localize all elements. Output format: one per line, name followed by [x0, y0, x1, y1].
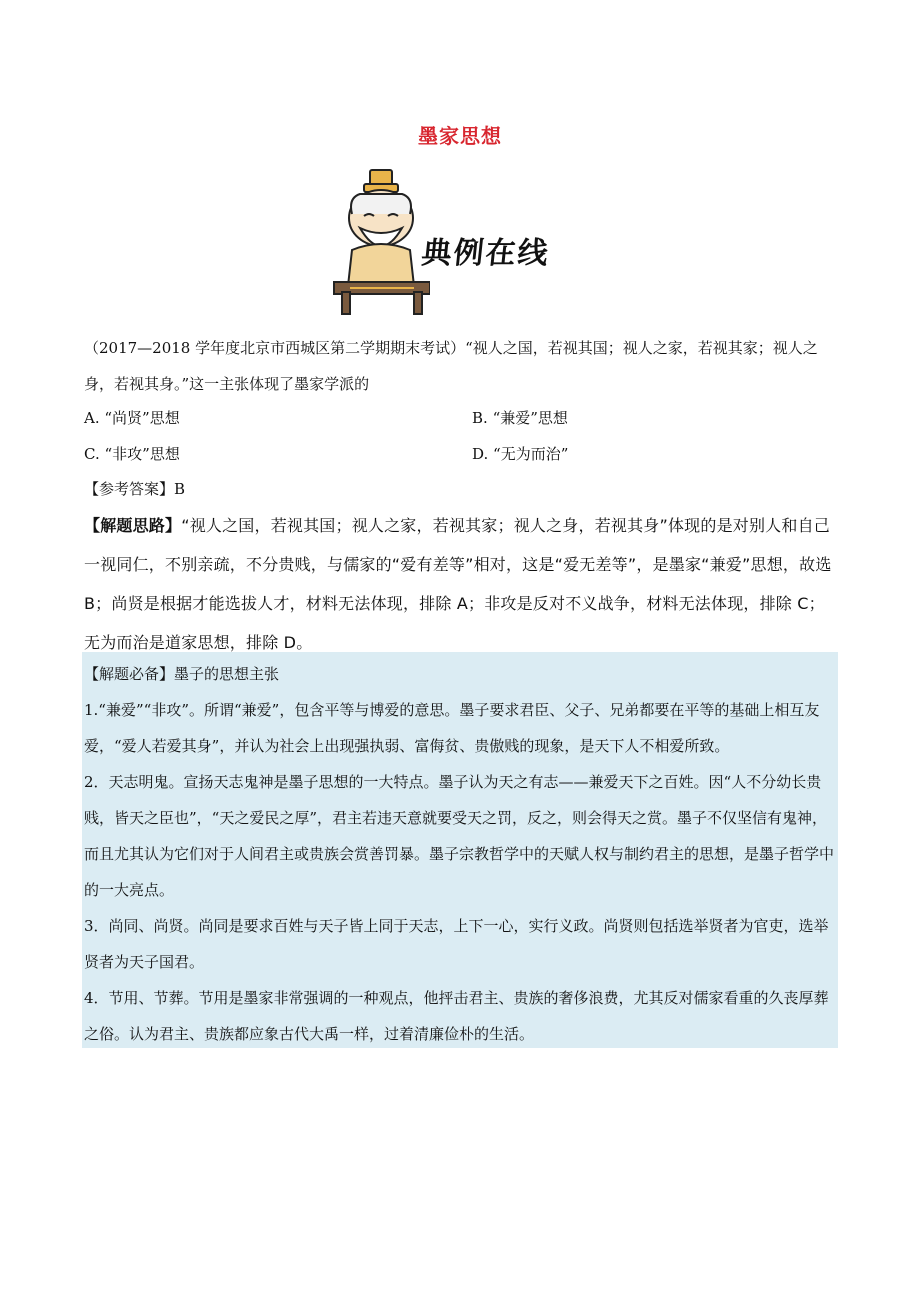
- answer-label: 【参考答案】: [84, 480, 175, 498]
- knowledge-item: 3．尚同、尚贤。尚同是要求百姓与天子皆上同于天志，上下一心，实行义政。尚贤则包括选举贤者为官吏，选举贤者为天子国君。: [84, 917, 829, 971]
- option-label: D.: [472, 445, 489, 463]
- option-text: “无为而治”: [493, 445, 569, 463]
- knowledge-item: 2．天志明鬼。宣扬天志鬼神是墨子思想的一大特点。墨子认为天之有志——兼爱天下之百姓。因“人不分幼长贵贱，皆天之臣也”，“天之爱民之厚”，君主若违天意就要受天之罚，反之，则会得天之赏。墨子不仅坚信有鬼神，而且尤其认为它们对于人间君主或贵族会赏善罚暴。墨子宗教哲学中的天赋人权与制约君主的思想，是墨子哲学中的一大亮点。: [84, 773, 835, 899]
- option-text: “非攻”思想: [104, 445, 180, 463]
- option-text: “兼爱”思想: [492, 409, 568, 427]
- question-stem: （2017—2018 学年度北京市西城区第二学期期末考试）“视人之国，若视其国；视人之家，若视其家；视人之身，若视其身。”这一主张体现了墨家学派的: [84, 339, 818, 393]
- knowledge-item: 1.“兼爱”“非攻”。所谓“兼爱”，包含平等与博爱的意思。墨子要求君臣、父子、兄弟都要在平等的基础上相互友爱，“爱人若爱其身”，并认为社会上出现强执弱、富侮贫、贵傲贱的现象，是天下人不相爱所致。: [84, 701, 820, 755]
- option-text: “尚贤”思想: [104, 409, 180, 427]
- reference-answer: [84, 474, 840, 504]
- knowledge-item: 4．节用、节葬。节用是墨家非常强调的一种观点，他抨击君主、贵族的奢侈浪费，尤其反对儒家看重的久丧厚葬之俗。认为君主、贵族都应象古代大禹一样，过着清廉俭朴的生活。: [84, 989, 829, 1043]
- option-label: B.: [472, 409, 488, 427]
- option-d: [472, 436, 568, 472]
- knowledge-box: [82, 652, 838, 1048]
- banner-title: 典例在线: [419, 236, 552, 271]
- answer-value: B: [174, 480, 186, 498]
- scholar-illustration-icon: [330, 168, 430, 318]
- solution-analysis: [84, 506, 840, 662]
- knowledge-heading: 【解题必备】墨子的思想主张: [84, 665, 280, 683]
- option-a: [84, 400, 180, 436]
- option-b: [472, 400, 568, 436]
- analysis-text: “视人之国，若视其国；视人之家，若视其家；视人之身，若视其身”体现的是对别人和自己一视同仁，不别亲疏，不分贵贱，与儒家的“爱有差等”相对，这是“爱无差等”，是墨家“兼爱”思想，故选 B；尚贤是根据才能选拔人才，材料无法体现，排除 A；非攻是反对不义战争，材料无法体现，排除 C；无为而治是道家思想，排除 D。: [84, 516, 832, 652]
- option-label: C.: [84, 445, 100, 463]
- analysis-label: 【解题思路】: [84, 516, 182, 535]
- page-title: 墨家思想: [418, 124, 502, 148]
- option-label: A.: [84, 409, 100, 427]
- example-banner: [330, 168, 600, 318]
- option-c: [84, 436, 180, 472]
